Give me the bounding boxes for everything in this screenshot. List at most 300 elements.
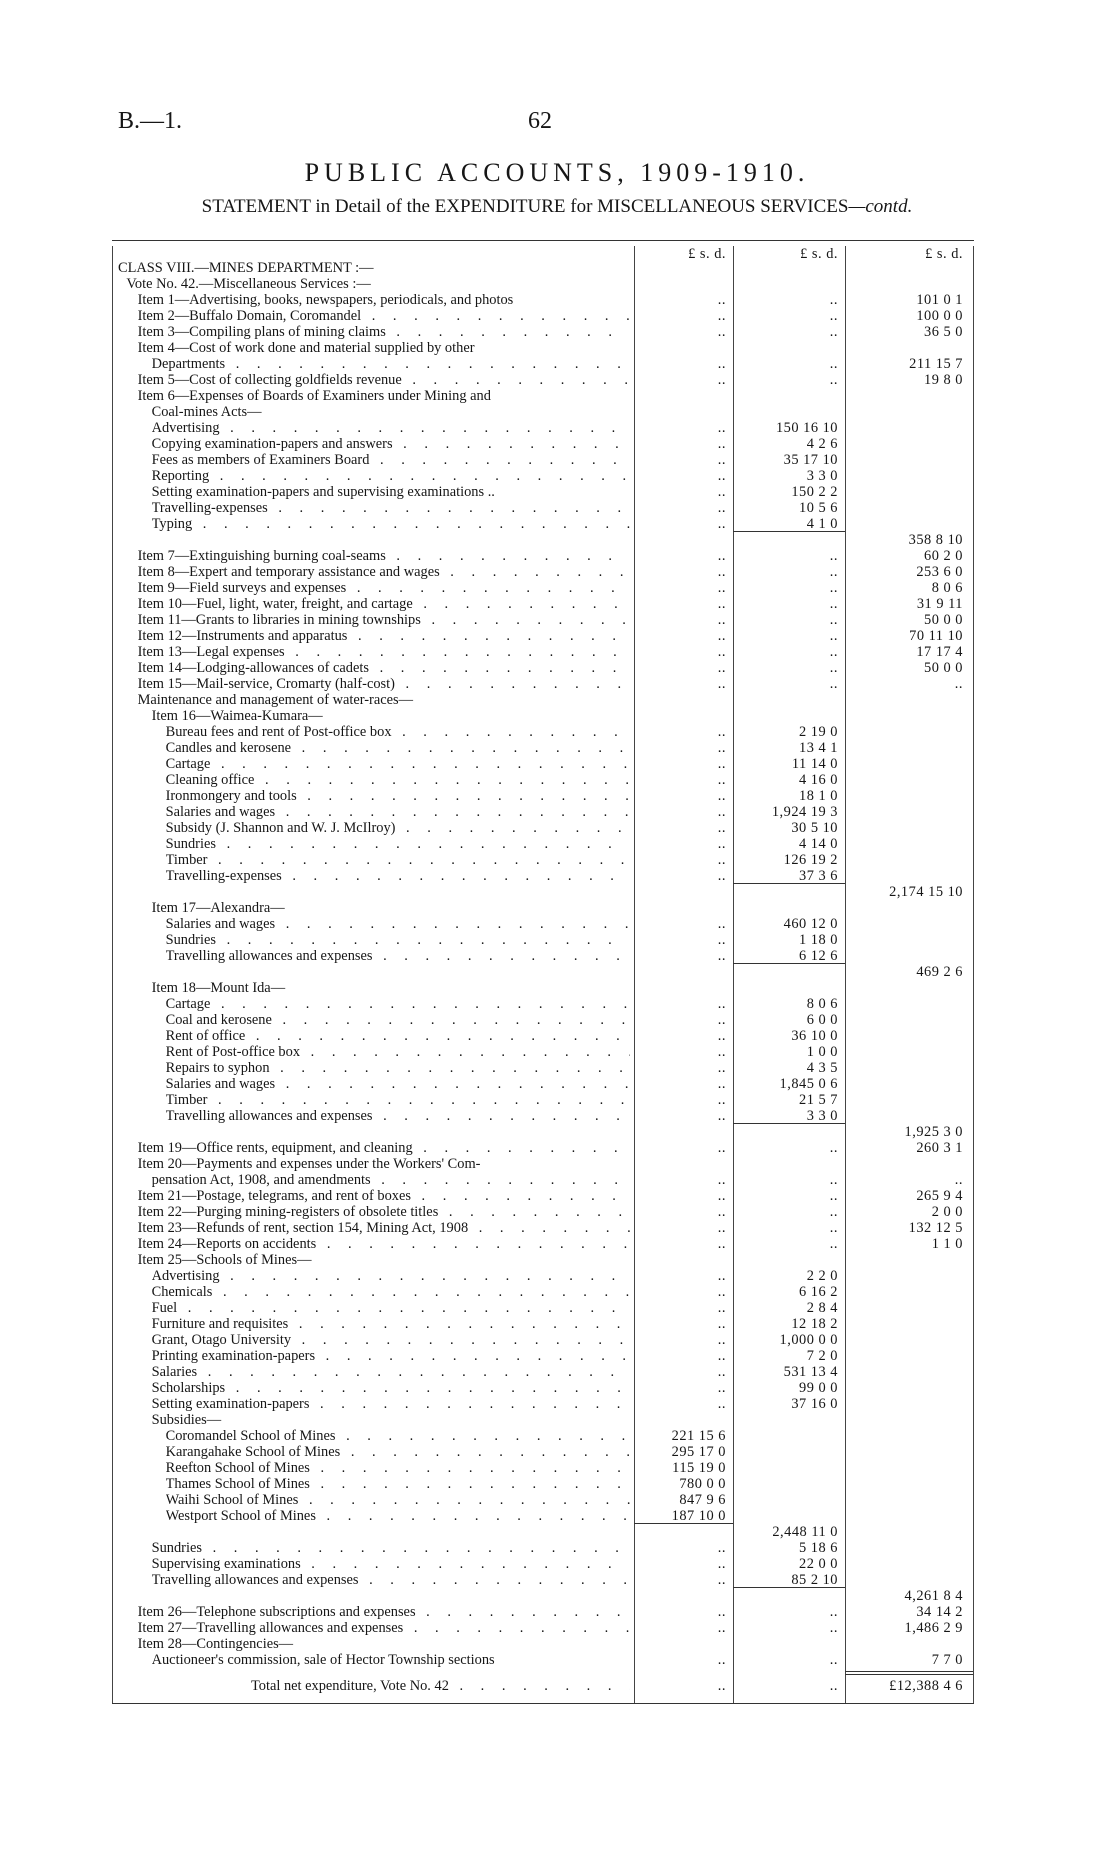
- amount-c1: ..: [717, 1540, 726, 1556]
- page-title: PUBLIC ACCOUNTS, 1909-1910.: [304, 158, 810, 187]
- amount-c1: ..: [717, 1316, 726, 1332]
- amount-c1: ..: [717, 1332, 726, 1348]
- amount-c1: ..: [717, 1044, 726, 1060]
- amount-c2: ..: [829, 356, 838, 372]
- ledger-row: [112, 1444, 974, 1460]
- row-description: pensation Act, 1908, and amendments . . .: [152, 1172, 630, 1188]
- amount-c2: 4 16 0: [799, 772, 838, 788]
- amount-c1: ..: [717, 468, 726, 484]
- ledger-row: [112, 676, 974, 692]
- row-description: Item 6—Expenses of Boards of Examiners under Mining and: [137, 388, 491, 404]
- amount-c1: ..: [717, 1108, 726, 1124]
- amount-c1: ..: [717, 996, 726, 1012]
- row-description: Travelling-expenses . . .: [152, 500, 630, 516]
- amount-c3: 50 0 0: [924, 612, 963, 628]
- row-description: Advertising . . .: [152, 420, 630, 436]
- amount-c3: 31 9 11: [916, 596, 963, 612]
- amount-c2: ..: [829, 580, 838, 596]
- row-description: Item 11—Grants to libraries in mining townships . . .: [138, 612, 630, 628]
- amount-c2: 4 1 0: [806, 516, 838, 532]
- row-description: Reporting . . .: [152, 468, 630, 484]
- row-description: Item 24—Reports on accidents . . .: [138, 1236, 630, 1252]
- ledger-row: [112, 836, 974, 852]
- amount-c1: ..: [717, 308, 726, 324]
- amount-c2: 8 0 6: [806, 996, 838, 1012]
- amount-c1: ..: [717, 292, 726, 308]
- amount-c1: ..: [717, 1604, 726, 1620]
- ledger-row: [112, 1060, 974, 1076]
- expenditure-ledger: [112, 246, 974, 1704]
- amount-c1: ..: [717, 1620, 726, 1636]
- ledger-row: [112, 1460, 974, 1476]
- amount-c1: ..: [717, 1140, 726, 1156]
- ledger-row: [112, 852, 974, 868]
- amount-c2: ..: [829, 1236, 838, 1252]
- row-description: Grant, Otago University . . .: [152, 1332, 630, 1348]
- amount-c2: 3 3 0: [806, 1108, 838, 1124]
- subtotal-rule: [634, 1523, 733, 1524]
- amount-c1: ..: [717, 836, 726, 852]
- subtotal-row: [112, 532, 974, 548]
- amount-c2: ..: [829, 548, 838, 564]
- amount-c1: ..: [717, 756, 726, 772]
- amount-c1: ..: [717, 772, 726, 788]
- row-description: Total net expenditure, Vote No. 42 . . .: [251, 1678, 630, 1694]
- amount-c2: 99 0 0: [799, 1380, 838, 1396]
- ledger-row: [112, 772, 974, 788]
- row-description: Maintenance and management of water-races—: [137, 692, 413, 708]
- row-description: Rent of Post-office box . . .: [166, 1044, 630, 1060]
- amount-c2: 6 12 6: [799, 948, 838, 964]
- ledger-row: [112, 804, 974, 820]
- amount-c1: ..: [717, 484, 726, 500]
- row-description: Salaries and wages . . .: [166, 804, 630, 820]
- ledger-row: [112, 724, 974, 740]
- subtotal-rule: [733, 963, 845, 964]
- row-description: Auctioneer's commission, sale of Hector Township sections: [151, 1652, 495, 1668]
- amount-c3: 1,925 3 0: [904, 1124, 963, 1140]
- amount-c1: ..: [717, 420, 726, 436]
- row-description: Item 2—Buffalo Domain, Coromandel . . .: [138, 308, 630, 324]
- row-description: Scholarships . . .: [152, 1380, 630, 1396]
- row-description: Item 16—Waimea-Kumara—: [151, 708, 323, 724]
- ledger-row: [112, 1268, 974, 1284]
- ledger-row: [112, 1316, 974, 1332]
- ledger-row: [112, 980, 974, 996]
- amount-c3: 211 15 7: [909, 356, 963, 372]
- row-description: Item 3—Compiling plans of mining claims . . .: [138, 324, 630, 340]
- ledger-row: [112, 1556, 974, 1572]
- amount-c3: 19 8 0: [924, 372, 963, 388]
- row-description: Candles and kerosene . . .: [166, 740, 630, 756]
- ledger-row: [112, 1156, 974, 1172]
- row-description: Karangahake School of Mines . . .: [166, 1444, 630, 1460]
- amount-c2: ..: [829, 660, 838, 676]
- row-description: Item 18—Mount Ida—: [151, 980, 286, 996]
- ledger-row: [112, 1284, 974, 1300]
- row-description: Supervising examinations . . .: [152, 1556, 630, 1572]
- ledger-row: [112, 340, 974, 356]
- amount-c2: ..: [829, 308, 838, 324]
- subtotal-rule: [845, 1671, 973, 1675]
- amount-c2: 531 13 4: [783, 1364, 838, 1380]
- row-description: Cleaning office . . .: [166, 772, 630, 788]
- amount-c1: ..: [717, 612, 726, 628]
- amount-c3: 1,486 2 9: [904, 1620, 963, 1636]
- column-header-row: [112, 246, 974, 260]
- amount-c2: 4 2 6: [806, 436, 838, 452]
- amount-c1: ..: [717, 916, 726, 932]
- amount-c1: ..: [717, 1028, 726, 1044]
- amount-c1: ..: [717, 724, 726, 740]
- ledger-row: [112, 788, 974, 804]
- amount-c2: ..: [829, 1140, 838, 1156]
- ledger-row: [112, 420, 974, 436]
- row-description: Advertising . . .: [152, 1268, 630, 1284]
- amount-c2: 36 10 0: [791, 1028, 838, 1044]
- row-description: Salaries . . .: [152, 1364, 630, 1380]
- amount-c2: 4 3 5: [806, 1060, 838, 1076]
- amount-c2: 1 18 0: [799, 932, 838, 948]
- amount-c3: 265 9 4: [916, 1188, 963, 1204]
- row-description: Furniture and requisites . . .: [152, 1316, 630, 1332]
- amount-c2: 22 0 0: [799, 1556, 838, 1572]
- ledger-row: [112, 1508, 974, 1524]
- subtotal-row: [112, 1588, 974, 1604]
- ledger-row: [112, 1188, 974, 1204]
- amount-c2: ..: [829, 372, 838, 388]
- amount-c2: 1,845 0 6: [779, 1076, 838, 1092]
- amount-c2: ..: [829, 1220, 838, 1236]
- amount-c1: ..: [717, 500, 726, 516]
- amount-c3: ..: [954, 1172, 963, 1188]
- ledger-row: [112, 1108, 974, 1124]
- ledger-row: [112, 740, 974, 756]
- amount-c1: ..: [717, 1092, 726, 1108]
- amount-c3: 253 6 0: [916, 564, 963, 580]
- row-description: Chemicals . . .: [152, 1284, 630, 1300]
- amount-c2: 5 18 6: [799, 1540, 838, 1556]
- amount-c3: 1 1 0: [931, 1236, 963, 1252]
- ledger-row: [112, 580, 974, 596]
- amount-c3: 60 2 0: [924, 548, 963, 564]
- row-description: Salaries and wages . . .: [166, 1076, 630, 1092]
- ledger-row: [112, 484, 974, 500]
- subtotal-rule: [733, 1587, 845, 1588]
- amount-c2: ..: [829, 676, 838, 692]
- row-description: Bureau fees and rent of Post-office box . . .: [166, 724, 630, 740]
- ledger-row: [112, 596, 974, 612]
- ledger-row: [112, 1220, 974, 1236]
- amount-c2: 150 2 2: [791, 484, 838, 500]
- ledger-row: [112, 1572, 974, 1588]
- row-description: Travelling allowances and expenses . . .: [166, 1108, 630, 1124]
- amount-c3: 8 0 6: [931, 580, 963, 596]
- amount-c1: ..: [717, 372, 726, 388]
- amount-c2: 1,000 0 0: [779, 1332, 838, 1348]
- amount-c2: 85 2 10: [791, 1572, 838, 1588]
- row-description: Subsidy (J. Shannon and W. J. McIlroy) . . .: [166, 820, 630, 836]
- amount-c2: 2 2 0: [806, 1268, 838, 1284]
- amount-c1: ..: [717, 948, 726, 964]
- ledger-row: [112, 932, 974, 948]
- row-description: Item 1—Advertising, books, newspapers, periodicals, and photos: [137, 292, 514, 308]
- amount-c1: 221 15 6: [671, 1428, 726, 1444]
- amount-c2: 150 16 10: [775, 420, 838, 436]
- amount-c1: ..: [717, 1300, 726, 1316]
- amount-c1: ..: [717, 1268, 726, 1284]
- ledger-row: [112, 324, 974, 340]
- amount-c1: ..: [717, 820, 726, 836]
- amount-c3: 70 11 10: [909, 628, 963, 644]
- amount-c1: ..: [717, 1678, 726, 1694]
- amount-c3: 260 3 1: [916, 1140, 963, 1156]
- amount-c2: 37 3 6: [799, 868, 838, 884]
- amount-c2: ..: [829, 1172, 838, 1188]
- amount-c2: 10 5 6: [799, 500, 838, 516]
- amount-c3: ..: [954, 676, 963, 692]
- amount-c2: ..: [829, 292, 838, 308]
- ledger-row: [112, 1364, 974, 1380]
- row-description: Item 22—Purging mining-registers of obsolete titles . . .: [138, 1204, 630, 1220]
- ledger-row: [112, 1492, 974, 1508]
- ledger-row: [112, 404, 974, 420]
- row-description: Item 7—Extinguishing burning coal-seams . . .: [138, 548, 630, 564]
- row-description: Typing . . .: [152, 516, 630, 532]
- amount-c1: ..: [717, 1556, 726, 1572]
- ledger-row: [112, 1678, 974, 1694]
- amount-c2: ..: [829, 644, 838, 660]
- row-description: Item 9—Field surveys and expenses . . .: [138, 580, 630, 596]
- ledger-row: [112, 548, 974, 564]
- amount-c2: ..: [829, 628, 838, 644]
- amount-c1: ..: [717, 452, 726, 468]
- amount-c2: ..: [829, 1678, 838, 1694]
- ledger-row: [112, 1396, 974, 1412]
- amount-c2: 126 19 2: [783, 852, 838, 868]
- ledger-row: [112, 1540, 974, 1556]
- ledger-row: [112, 1140, 974, 1156]
- ledger-row: [112, 708, 974, 724]
- column-header-c1: £ s. d.: [688, 246, 726, 262]
- ledger-row: [112, 900, 974, 916]
- row-description: Fuel . . .: [152, 1300, 630, 1316]
- amount-c1: 115 19 0: [672, 1460, 726, 1476]
- row-description: Ironmongery and tools . . .: [166, 788, 630, 804]
- ledger-row: [112, 820, 974, 836]
- amount-c1: ..: [717, 660, 726, 676]
- row-description: Coromandel School of Mines . . .: [166, 1428, 630, 1444]
- amount-c1: ..: [717, 324, 726, 340]
- amount-c2: 37 16 0: [791, 1396, 838, 1412]
- row-description: Fees as members of Examiners Board . . .: [152, 452, 630, 468]
- row-description: Salaries and wages . . .: [166, 916, 630, 932]
- row-description: Repairs to syphon . . .: [166, 1060, 630, 1076]
- row-description: Departments . . .: [152, 356, 630, 372]
- row-description: Vote No. 42.—Miscellaneous Services :—: [126, 276, 371, 292]
- amount-c1: ..: [717, 804, 726, 820]
- subtotal-rule: [733, 883, 845, 884]
- row-description: Waihi School of Mines . . .: [166, 1492, 630, 1508]
- amount-c2: 1,924 19 3: [771, 804, 838, 820]
- column-header-c3: £ s. d.: [925, 246, 963, 262]
- amount-c2: 6 0 0: [806, 1012, 838, 1028]
- amount-c1: ..: [717, 1284, 726, 1300]
- page-subtitle: [0, 196, 1114, 218]
- amount-c1: ..: [717, 676, 726, 692]
- row-description: Travelling-expenses . . .: [166, 868, 630, 884]
- amount-c3: 469 2 6: [916, 964, 963, 980]
- amount-c1: ..: [717, 1076, 726, 1092]
- row-description: Item 5—Cost of collecting goldfields revenue . . .: [138, 372, 630, 388]
- amount-c2: ..: [829, 324, 838, 340]
- ledger-row: [112, 1044, 974, 1060]
- ledger-row: [112, 276, 974, 292]
- amount-c1: ..: [717, 516, 726, 532]
- ledger-row: [112, 628, 974, 644]
- row-description: Item 13—Legal expenses . . .: [138, 644, 630, 660]
- row-description: Item 4—Cost of work done and material supplied by other: [137, 340, 475, 356]
- subtotal-row: [112, 884, 974, 900]
- ledger-row: [112, 1252, 974, 1268]
- row-description: Item 17—Alexandra—: [151, 900, 285, 916]
- amount-c3: 358 8 10: [908, 532, 963, 548]
- column-header-c2: £ s. d.: [800, 246, 838, 262]
- amount-c2: 6 16 2: [799, 1284, 838, 1300]
- amount-c2: 12 18 2: [791, 1316, 838, 1332]
- ledger-row: [112, 308, 974, 324]
- row-description: Sundries . . .: [166, 836, 630, 852]
- amount-c2: 1 0 0: [806, 1044, 838, 1060]
- row-description: Item 19—Office rents, equipment, and cleaning . . .: [138, 1140, 630, 1156]
- amount-c2: 2,448 11 0: [772, 1524, 838, 1540]
- amount-c2: ..: [829, 1620, 838, 1636]
- amount-c1: ..: [717, 644, 726, 660]
- ledger-row: [112, 1332, 974, 1348]
- row-description: CLASS VIII.—MINES DEPARTMENT :—: [118, 260, 374, 276]
- row-description: Item 25—Schools of Mines—: [137, 1252, 312, 1268]
- ledger-row: [112, 1380, 974, 1396]
- ledger-row: [112, 1652, 974, 1668]
- amount-c1: ..: [717, 596, 726, 612]
- subtotal-row: [112, 1668, 974, 1678]
- ledger-row: [112, 868, 974, 884]
- amount-c2: ..: [829, 596, 838, 612]
- ledger-row: [112, 1348, 974, 1364]
- amount-c1: ..: [717, 1364, 726, 1380]
- bottom-rule: [112, 1703, 974, 1704]
- amount-c1: ..: [717, 740, 726, 756]
- amount-c3: 7 7 0: [931, 1652, 963, 1668]
- subtotal-rule: [733, 531, 845, 532]
- amount-c1: ..: [717, 1012, 726, 1028]
- amount-c2: ..: [829, 1204, 838, 1220]
- amount-c2: 35 17 10: [783, 452, 838, 468]
- ledger-row: [112, 1236, 974, 1252]
- row-description: Sundries . . .: [152, 1540, 630, 1556]
- amount-c2: 11 14 0: [791, 756, 838, 772]
- amount-c2: 4 14 0: [799, 836, 838, 852]
- row-description: Setting examination-papers . . .: [152, 1396, 630, 1412]
- ledger-row: [112, 452, 974, 468]
- row-description: Item 28—Contingencies—: [137, 1636, 294, 1652]
- amount-c3: 2 0 0: [931, 1204, 963, 1220]
- amount-c1: 847 9 6: [679, 1492, 726, 1508]
- ledger-row: [112, 1012, 974, 1028]
- ledger-row: [112, 500, 974, 516]
- amount-c3: 101 0 1: [916, 292, 963, 308]
- ledger-row: [112, 756, 974, 772]
- ledger-rows: [112, 260, 974, 1694]
- row-description: Item 26—Telephone subscriptions and expenses . . .: [138, 1604, 630, 1620]
- row-description: Item 12—Instruments and apparatus . . .: [138, 628, 630, 644]
- row-description: Coal-mines Acts—: [151, 404, 262, 420]
- ledger-row: [112, 292, 974, 308]
- row-description: Item 23—Refunds of rent, section 154, Mining Act, 1908 . . .: [138, 1220, 630, 1236]
- amount-c2: 13 4 1: [799, 740, 838, 756]
- amount-c2: 30 5 10: [791, 820, 838, 836]
- amount-c1: ..: [717, 868, 726, 884]
- row-description: Item 8—Expert and temporary assistance and wages . . .: [138, 564, 630, 580]
- amount-c1: ..: [717, 1172, 726, 1188]
- amount-c1: 295 17 0: [671, 1444, 726, 1460]
- amount-c1: ..: [717, 628, 726, 644]
- amount-c2: ..: [829, 1604, 838, 1620]
- row-description: Setting examination-papers and supervising examinations ..: [151, 484, 495, 500]
- amount-c1: 187 10 0: [671, 1508, 726, 1524]
- ledger-row: [112, 1604, 974, 1620]
- ledger-row: [112, 1476, 974, 1492]
- amount-c1: ..: [717, 788, 726, 804]
- row-description: Timber . . .: [166, 852, 630, 868]
- ledger-row: [112, 1428, 974, 1444]
- amount-c3: 4,261 8 4: [904, 1588, 963, 1604]
- amount-c1: ..: [717, 1188, 726, 1204]
- row-description: Item 10—Fuel, light, water, freight, and cartage . . .: [138, 596, 630, 612]
- row-description: Coal and kerosene . . .: [166, 1012, 630, 1028]
- amount-c3: 34 14 2: [916, 1604, 963, 1620]
- amount-c2: 7 2 0: [806, 1348, 838, 1364]
- ledger-row: [112, 1172, 974, 1188]
- ledger-row: [112, 388, 974, 404]
- amount-c2: 3 3 0: [806, 468, 838, 484]
- ledger-row: [112, 948, 974, 964]
- amount-c2: ..: [829, 612, 838, 628]
- page-number: 62: [528, 108, 552, 134]
- ledger-row: [112, 612, 974, 628]
- amount-c3: £12,388 4 6: [889, 1678, 963, 1694]
- amount-c3: 132 12 5: [908, 1220, 963, 1236]
- row-description: Westport School of Mines . . .: [166, 1508, 630, 1524]
- ledger-row: [112, 436, 974, 452]
- amount-c1: ..: [717, 1652, 726, 1668]
- amount-c1: ..: [717, 1348, 726, 1364]
- amount-c1: ..: [717, 436, 726, 452]
- amount-c1: ..: [717, 564, 726, 580]
- amount-c3: 2,174 15 10: [889, 884, 963, 900]
- subtotal-row: [112, 1524, 974, 1540]
- amount-c2: ..: [829, 1188, 838, 1204]
- amount-c1: ..: [717, 1220, 726, 1236]
- ledger-row: [112, 1028, 974, 1044]
- row-description: Subsidies—: [151, 1412, 222, 1428]
- amount-c1: 780 0 0: [679, 1476, 726, 1492]
- ledger-row: [112, 1092, 974, 1108]
- ledger-row: [112, 468, 974, 484]
- amount-c1: ..: [717, 1396, 726, 1412]
- subtotal-rule: [733, 1123, 845, 1124]
- ledger-row: [112, 1620, 974, 1636]
